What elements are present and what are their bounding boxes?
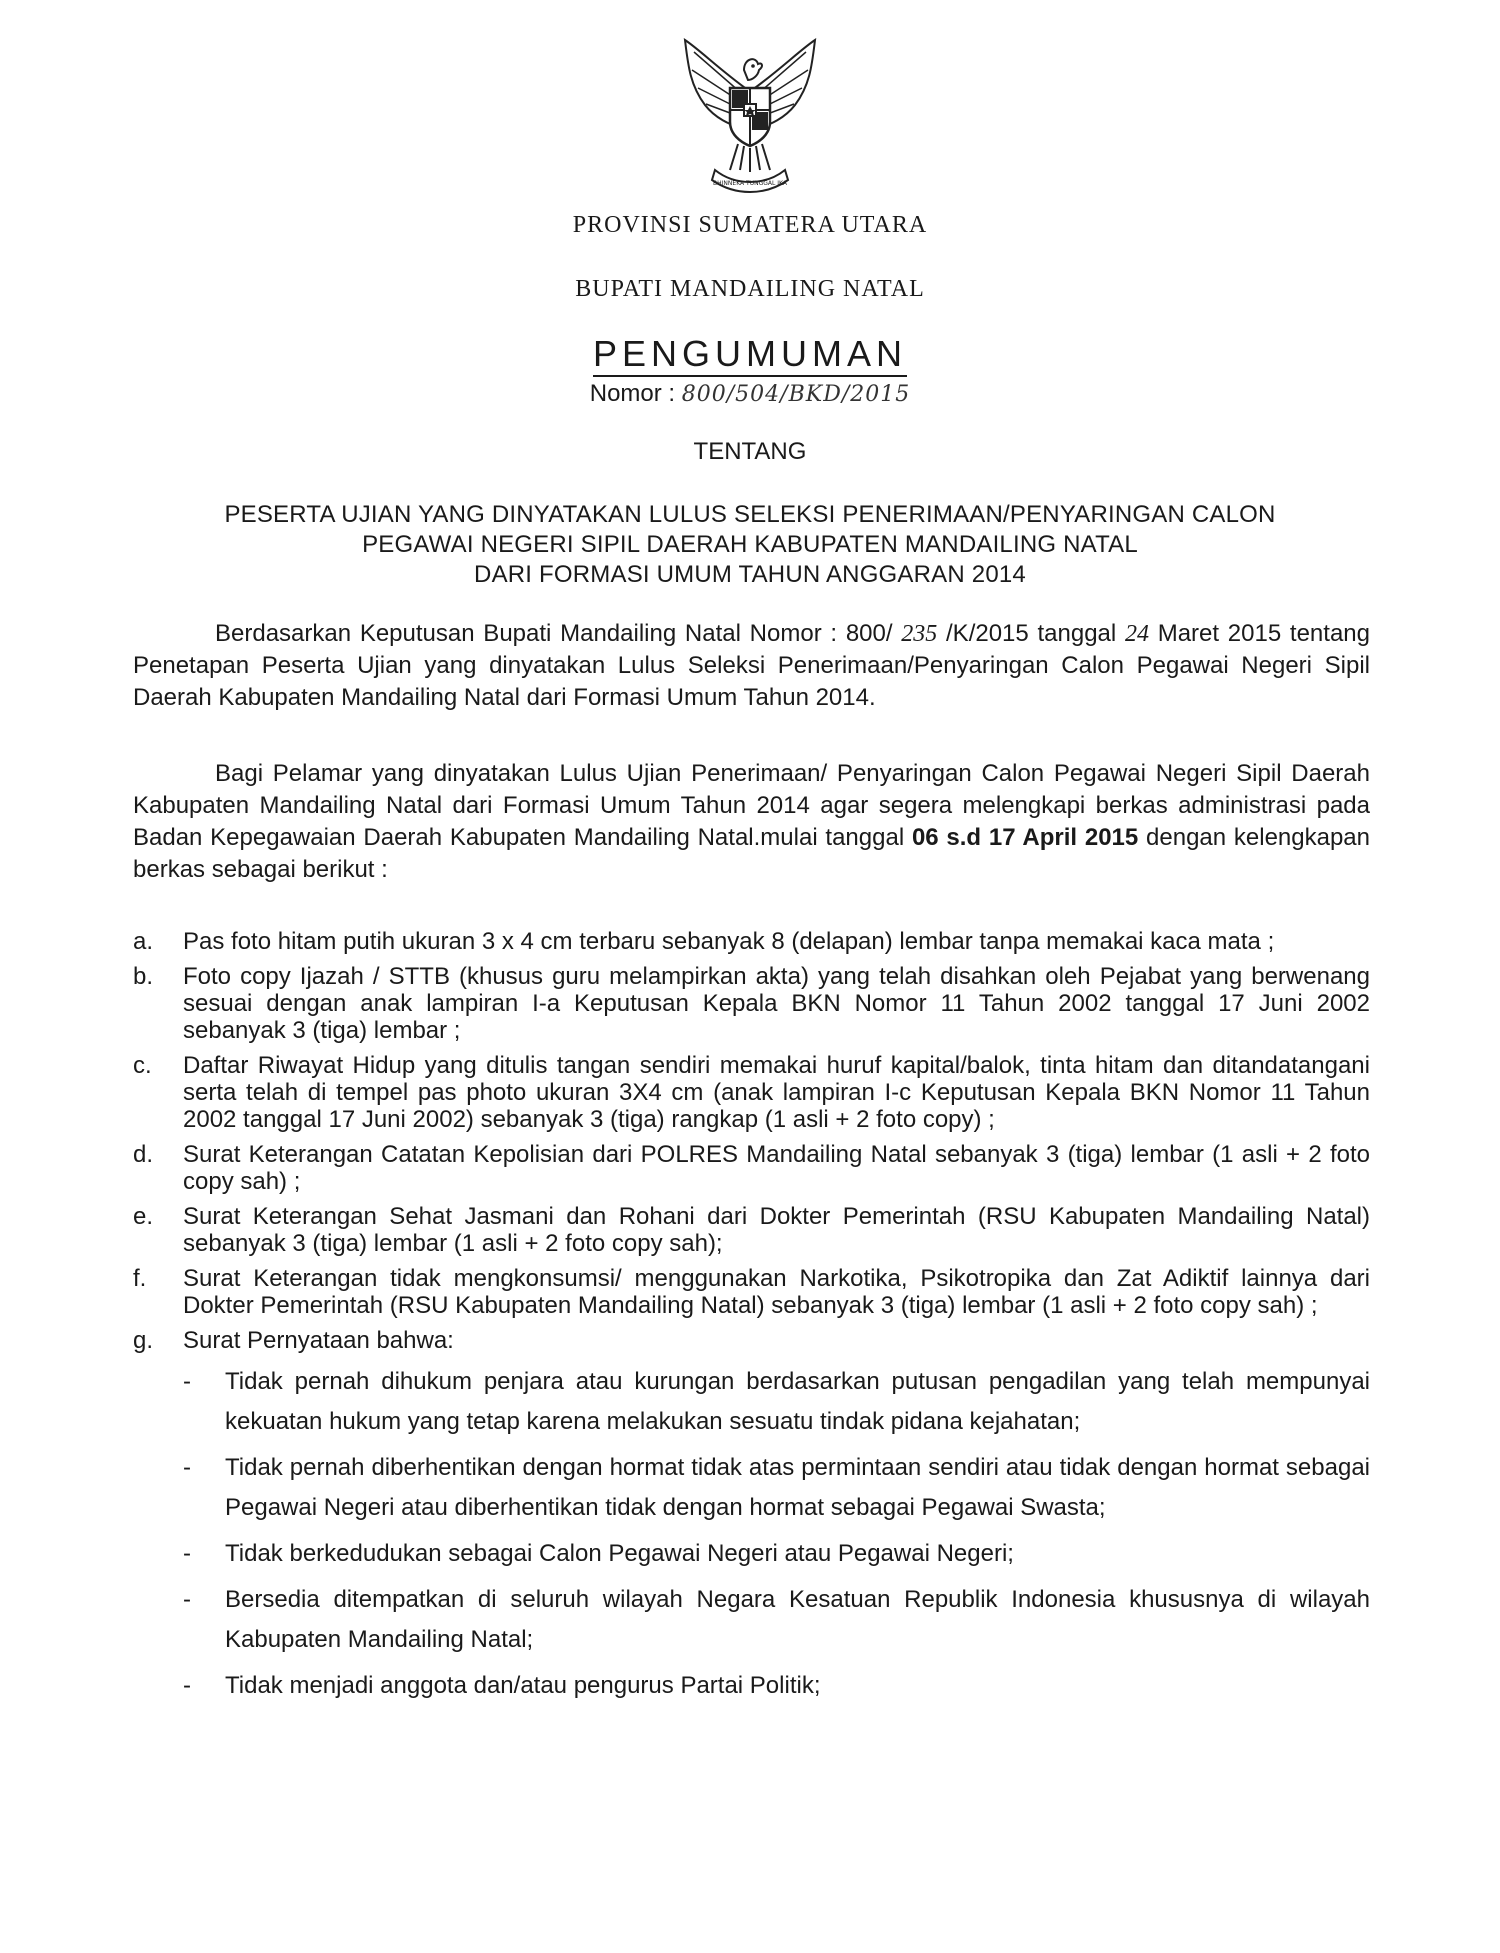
list-item	[133, 1141, 1370, 1195]
list-item-text: Daftar Riwayat Hidup yang ditulis tangan sendiri memakai huruf kapital/balok, tinta hitam dan ditandatangani serta telah di tempel pas photo ukuran 3X4 cm (anak lampiran I-c Keputusan Kepala BKN Nomor 11 Tahun 2002 tanggal 17 Juni 2002) sebanyak 3 (tiga) rangkap (1 asli + 2 foto copy) ;	[183, 1052, 1370, 1133]
subject-line: DARI FORMASI UMUM TAHUN ANGGARAN 2014	[474, 561, 1026, 588]
dash-marker: -	[183, 1540, 191, 1567]
number-label: Nomor :	[589, 380, 676, 407]
subject-line: PESERTA UJIAN YANG DINYATAKAN LULUS SELEKSI PENERIMAAN/PENYARINGAN CALON	[224, 501, 1276, 528]
document-number	[0, 380, 1500, 408]
statement-item	[183, 1362, 1370, 1442]
statement-item	[183, 1448, 1370, 1528]
regent-heading: BUPATI MANDAILING NATAL	[575, 276, 925, 302]
about-label: TENTANG	[693, 438, 807, 465]
list-item-text: Foto copy Ijazah / STTB (khusus guru melampirkan akta) yang telah disahkan oleh Pejabat yang berwenang sesuai dengan anak lampiran I-a Keputusan Kepala BKN Nomor 11 Tahun 2002 tanggal 17 Juni 2002 sebanyak 3 (tiga) lembar ;	[183, 963, 1370, 1044]
list-marker: g.	[133, 1327, 154, 1354]
list-marker: e.	[133, 1203, 154, 1230]
list-item-text: Pas foto hitam putih ukuran 3 x 4 cm terbaru sebanyak 8 (delapan) lembar tanpa memakai kaca mata ;	[183, 928, 1275, 955]
list-item-text: Surat Pernyataan bahwa:	[183, 1327, 454, 1354]
emblem-motto: BHINNEKA TUNGGAL IKA	[713, 180, 787, 187]
statement-text: Tidak berkedudukan sebagai Calon Pegawai Negeri atau Pegawai Negeri;	[225, 1540, 1014, 1567]
list-item	[133, 1203, 1370, 1257]
list-item-text: Surat Keterangan Catatan Kepolisian dari POLRES Mandailing Natal sebanyak 3 (tiga) lembar (1 asli + 2 foto copy sah) ;	[183, 1141, 1370, 1195]
list-marker: d.	[133, 1141, 154, 1168]
garuda-emblem-icon	[660, 30, 840, 200]
list-marker: c.	[133, 1052, 152, 1079]
list-marker: a.	[133, 928, 154, 955]
province-heading: PROVINSI SUMATERA UTARA	[572, 212, 928, 238]
statements-list	[183, 1362, 1370, 1706]
list-item	[133, 1327, 1370, 1706]
list-marker: f.	[133, 1265, 147, 1292]
list-item	[133, 963, 1370, 1044]
list-item	[133, 1265, 1370, 1319]
statement-item	[183, 1666, 1370, 1706]
handwritten-number: 800/504/BKD/2015	[681, 382, 911, 407]
paragraph-text: dengan kelengkapan berkas sebagai berikut :	[133, 824, 1371, 883]
paragraph-instructions	[133, 758, 1370, 886]
statement-text: Tidak pernah diberhentikan dengan hormat tidak atas permintaan sendiri atau tidak dengan hormat sebagai Pegawai Negeri atau diberhentikan tidak dengan hormat sebagai Pegawai Swasta;	[225, 1454, 1370, 1521]
statement-text: Tidak menjadi anggota dan/atau pengurus Partai Politik;	[225, 1672, 821, 1699]
announcement-subject	[0, 500, 1500, 590]
dash-marker: -	[183, 1368, 191, 1395]
paragraph-text: Maret 2015 tentang Penetapan Peserta Ujian yang dinyatakan Lulus Seleksi Penerimaan/Penyaringan Calon Pegawai Negeri Sipil Daerah Kabupaten Mandailing Natal dari Formasi Umum Tahun 2014.	[133, 620, 1370, 711]
registration-dates: 06 s.d 17 April 2015	[911, 824, 1139, 851]
paragraph-decree	[133, 618, 1370, 714]
list-item-text: Surat Keterangan Sehat Jasmani dan Rohani dari Dokter Pemerintah (RSU Kabupaten Mandailing Natal) sebanyak 3 (tiga) lembar (1 asli + 2 foto copy sah);	[183, 1203, 1370, 1257]
requirements-list	[133, 928, 1370, 1714]
paragraph-text: /K/2015 tanggal	[937, 620, 1125, 647]
handwritten-decree-number: 235	[901, 621, 938, 647]
list-item-text: Surat Keterangan tidak mengkonsumsi/ menggunakan Narkotika, Psikotropika dan Zat Adiktif lainnya dari Dokter Pemerintah (RSU Kabupaten Mandailing Natal) sebanyak 3 (tiga) lembar (1 asli + 2 foto copy sah) ;	[183, 1265, 1370, 1319]
list-marker: b.	[133, 963, 154, 990]
statement-text: Bersedia ditempatkan di seluruh wilayah Negara Kesatuan Republik Indonesia khususnya di wilayah Kabupaten Mandailing Natal;	[225, 1586, 1370, 1653]
title-text: PENGUMUMAN	[593, 333, 907, 377]
handwritten-date: 24	[1124, 621, 1149, 647]
dash-marker: -	[183, 1454, 191, 1481]
statement-text: Tidak pernah dihukum penjara atau kurungan berdasarkan putusan pengadilan yang telah mempunyai kekuatan hukum yang tetap karena melakukan sesuatu tindak pidana kejahatan;	[225, 1368, 1370, 1435]
list-item	[133, 928, 1370, 955]
paragraph-text: Bagi Pelamar yang dinyatakan Lulus Ujian Penerimaan/ Penyaringan Calon Pegawai Negeri Sipil Daerah Kabupaten Mandailing Natal dari Formasi Umum Tahun 2014 agar segera melengkapi berkas administrasi pada Badan Kepegawaian Daerah Kabupaten Mandailing Natal.mulai tanggal	[133, 760, 1370, 851]
dash-marker: -	[183, 1586, 191, 1613]
paragraph-text: Berdasarkan Keputusan Bupati Mandailing Natal Nomor : 800/	[215, 620, 902, 647]
statement-item	[183, 1580, 1370, 1660]
subject-line: PEGAWAI NEGERI SIPIL DAERAH KABUPATEN MANDAILING NATAL	[362, 531, 1138, 558]
statement-item	[183, 1534, 1370, 1574]
list-item	[133, 1052, 1370, 1133]
dash-marker: -	[183, 1672, 191, 1699]
page-title	[0, 333, 1500, 375]
